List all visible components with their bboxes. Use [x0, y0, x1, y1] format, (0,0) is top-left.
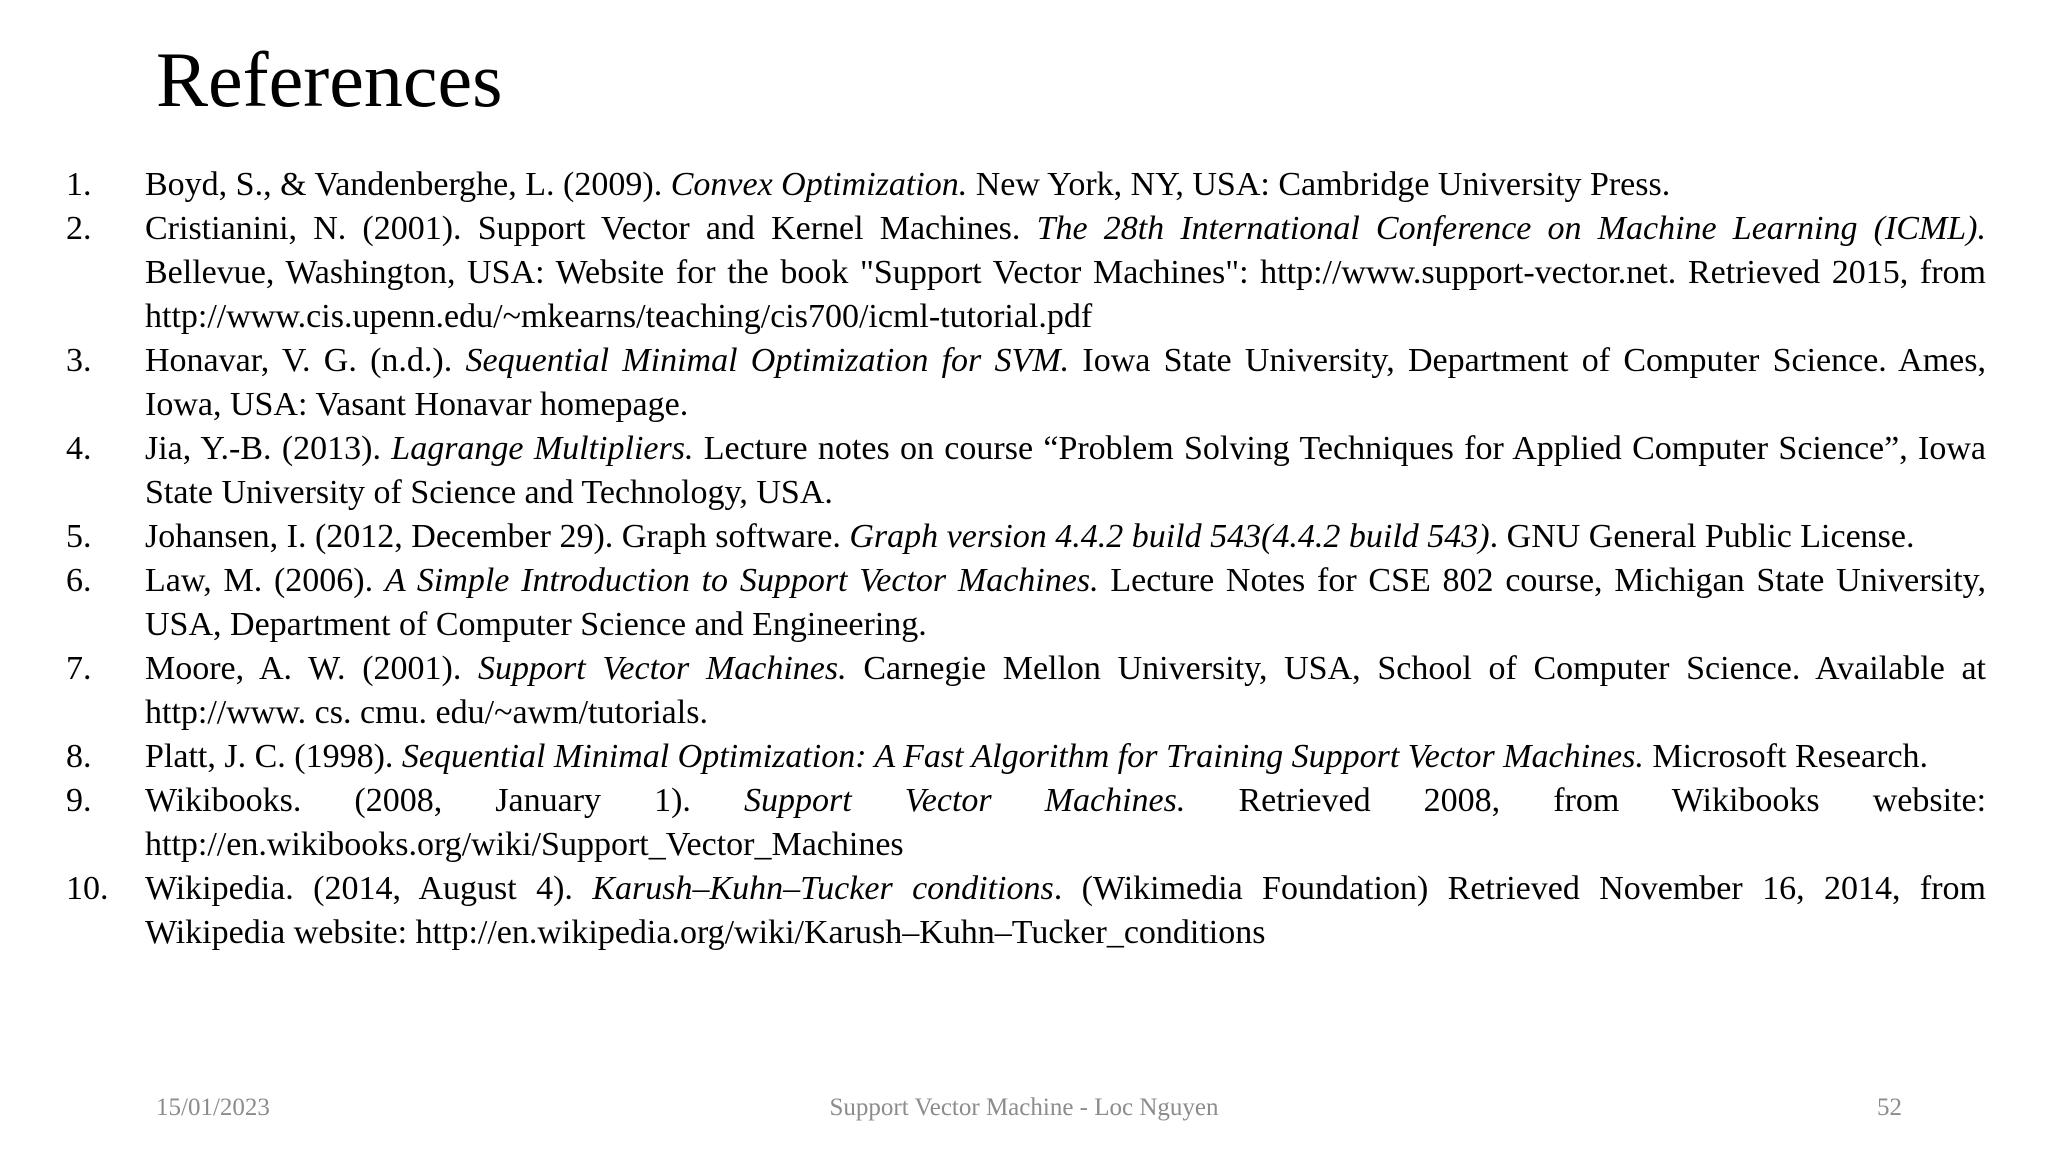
- reference-number: 9.: [66, 782, 92, 819]
- reference-text: Platt, J. C. (1998). Sequential Minimal Optimization: A Fast Algorithm for Training Support Vector Machines. Microsoft Research.: [145, 738, 1929, 775]
- reference-text: Wikibooks. (2008, January 1). Support Vector Machines. Retrieved 2008, from Wikibooks website: http://en.wikibooks.org/wiki/Support_Vector_Machines: [145, 782, 1987, 863]
- footer-title: Support Vector Machine - Loc Nguyen: [829, 1094, 1219, 1121]
- reference-item: [66, 779, 1986, 867]
- reference-number: 1.: [66, 166, 92, 203]
- reference-number: 3.: [66, 342, 92, 379]
- reference-text: Wikipedia. (2014, August 4). Karush–Kuhn–Tucker conditions. (Wikimedia Foundation) Retrieved November 16, 2014, from Wikipedia website: http://en.wikipedia.org/wiki/Karush–Kuhn–Tucker_conditions: [145, 870, 1986, 951]
- reference-item: [66, 515, 1986, 559]
- reference-number: 10.: [66, 870, 109, 907]
- reference-number: 8.: [66, 738, 92, 775]
- references-list: [66, 163, 1986, 955]
- reference-text: Johansen, I. (2012, December 29). Graph software. Graph version 4.4.2 build 543(4.4.2 build 543). GNU General Public License.: [145, 518, 1915, 555]
- reference-number: 4.: [66, 430, 92, 467]
- reference-item: [66, 339, 1986, 427]
- reference-text: Cristianini, N. (2001). Support Vector and Kernel Machines. The 28th International Conference on Machine Learning (ICML). Bellevue, Washington, USA: Website for the book "Support Vector Machines": http://www.support-vector.net. Retrieved 2015, from http://www.cis.upenn.edu/~mkearns/teaching/cis700/icml-tutorial.pdf: [145, 210, 1987, 335]
- slide-title: References: [156, 36, 503, 123]
- reference-item: [66, 427, 1986, 515]
- reference-number: 2.: [66, 210, 92, 247]
- reference-number: 6.: [66, 562, 92, 599]
- reference-number: 5.: [66, 518, 92, 555]
- reference-text: Moore, A. W. (2001). Support Vector Machines. Carnegie Mellon University, USA, School of Computer Science. Available at http://www. cs. cmu. edu/~awm/tutorials.: [145, 650, 1986, 731]
- reference-item: [66, 207, 1986, 339]
- reference-text: Law, M. (2006). A Simple Introduction to Support Vector Machines. Lecture Notes for CSE 802 course, Michigan State University, USA, Department of Computer Science and Engineering.: [145, 562, 1986, 643]
- reference-item: [66, 735, 1986, 779]
- reference-text: Jia, Y.-B. (2013). Lagrange Multipliers. Lecture notes on course “Problem Solving Techniques for Applied Computer Science”, Iowa State University of Science and Technology, USA.: [145, 430, 1987, 511]
- reference-item: [66, 867, 1986, 955]
- page-number: 52: [1877, 1094, 1902, 1121]
- reference-text: Boyd, S., & Vandenberghe, L. (2009). Convex Optimization. New York, NY, USA: Cambridge University Press.: [145, 166, 1671, 203]
- footer-date: 15/01/2023: [156, 1094, 270, 1121]
- reference-item: [66, 163, 1986, 207]
- reference-item: [66, 647, 1986, 735]
- reference-number: 7.: [66, 650, 92, 687]
- reference-item: [66, 559, 1986, 647]
- reference-text: Honavar, V. G. (n.d.). Sequential Minimal Optimization for SVM. Iowa State University, Department of Computer Science. Ames, Iowa, USA: Vasant Honavar homepage.: [145, 342, 1987, 423]
